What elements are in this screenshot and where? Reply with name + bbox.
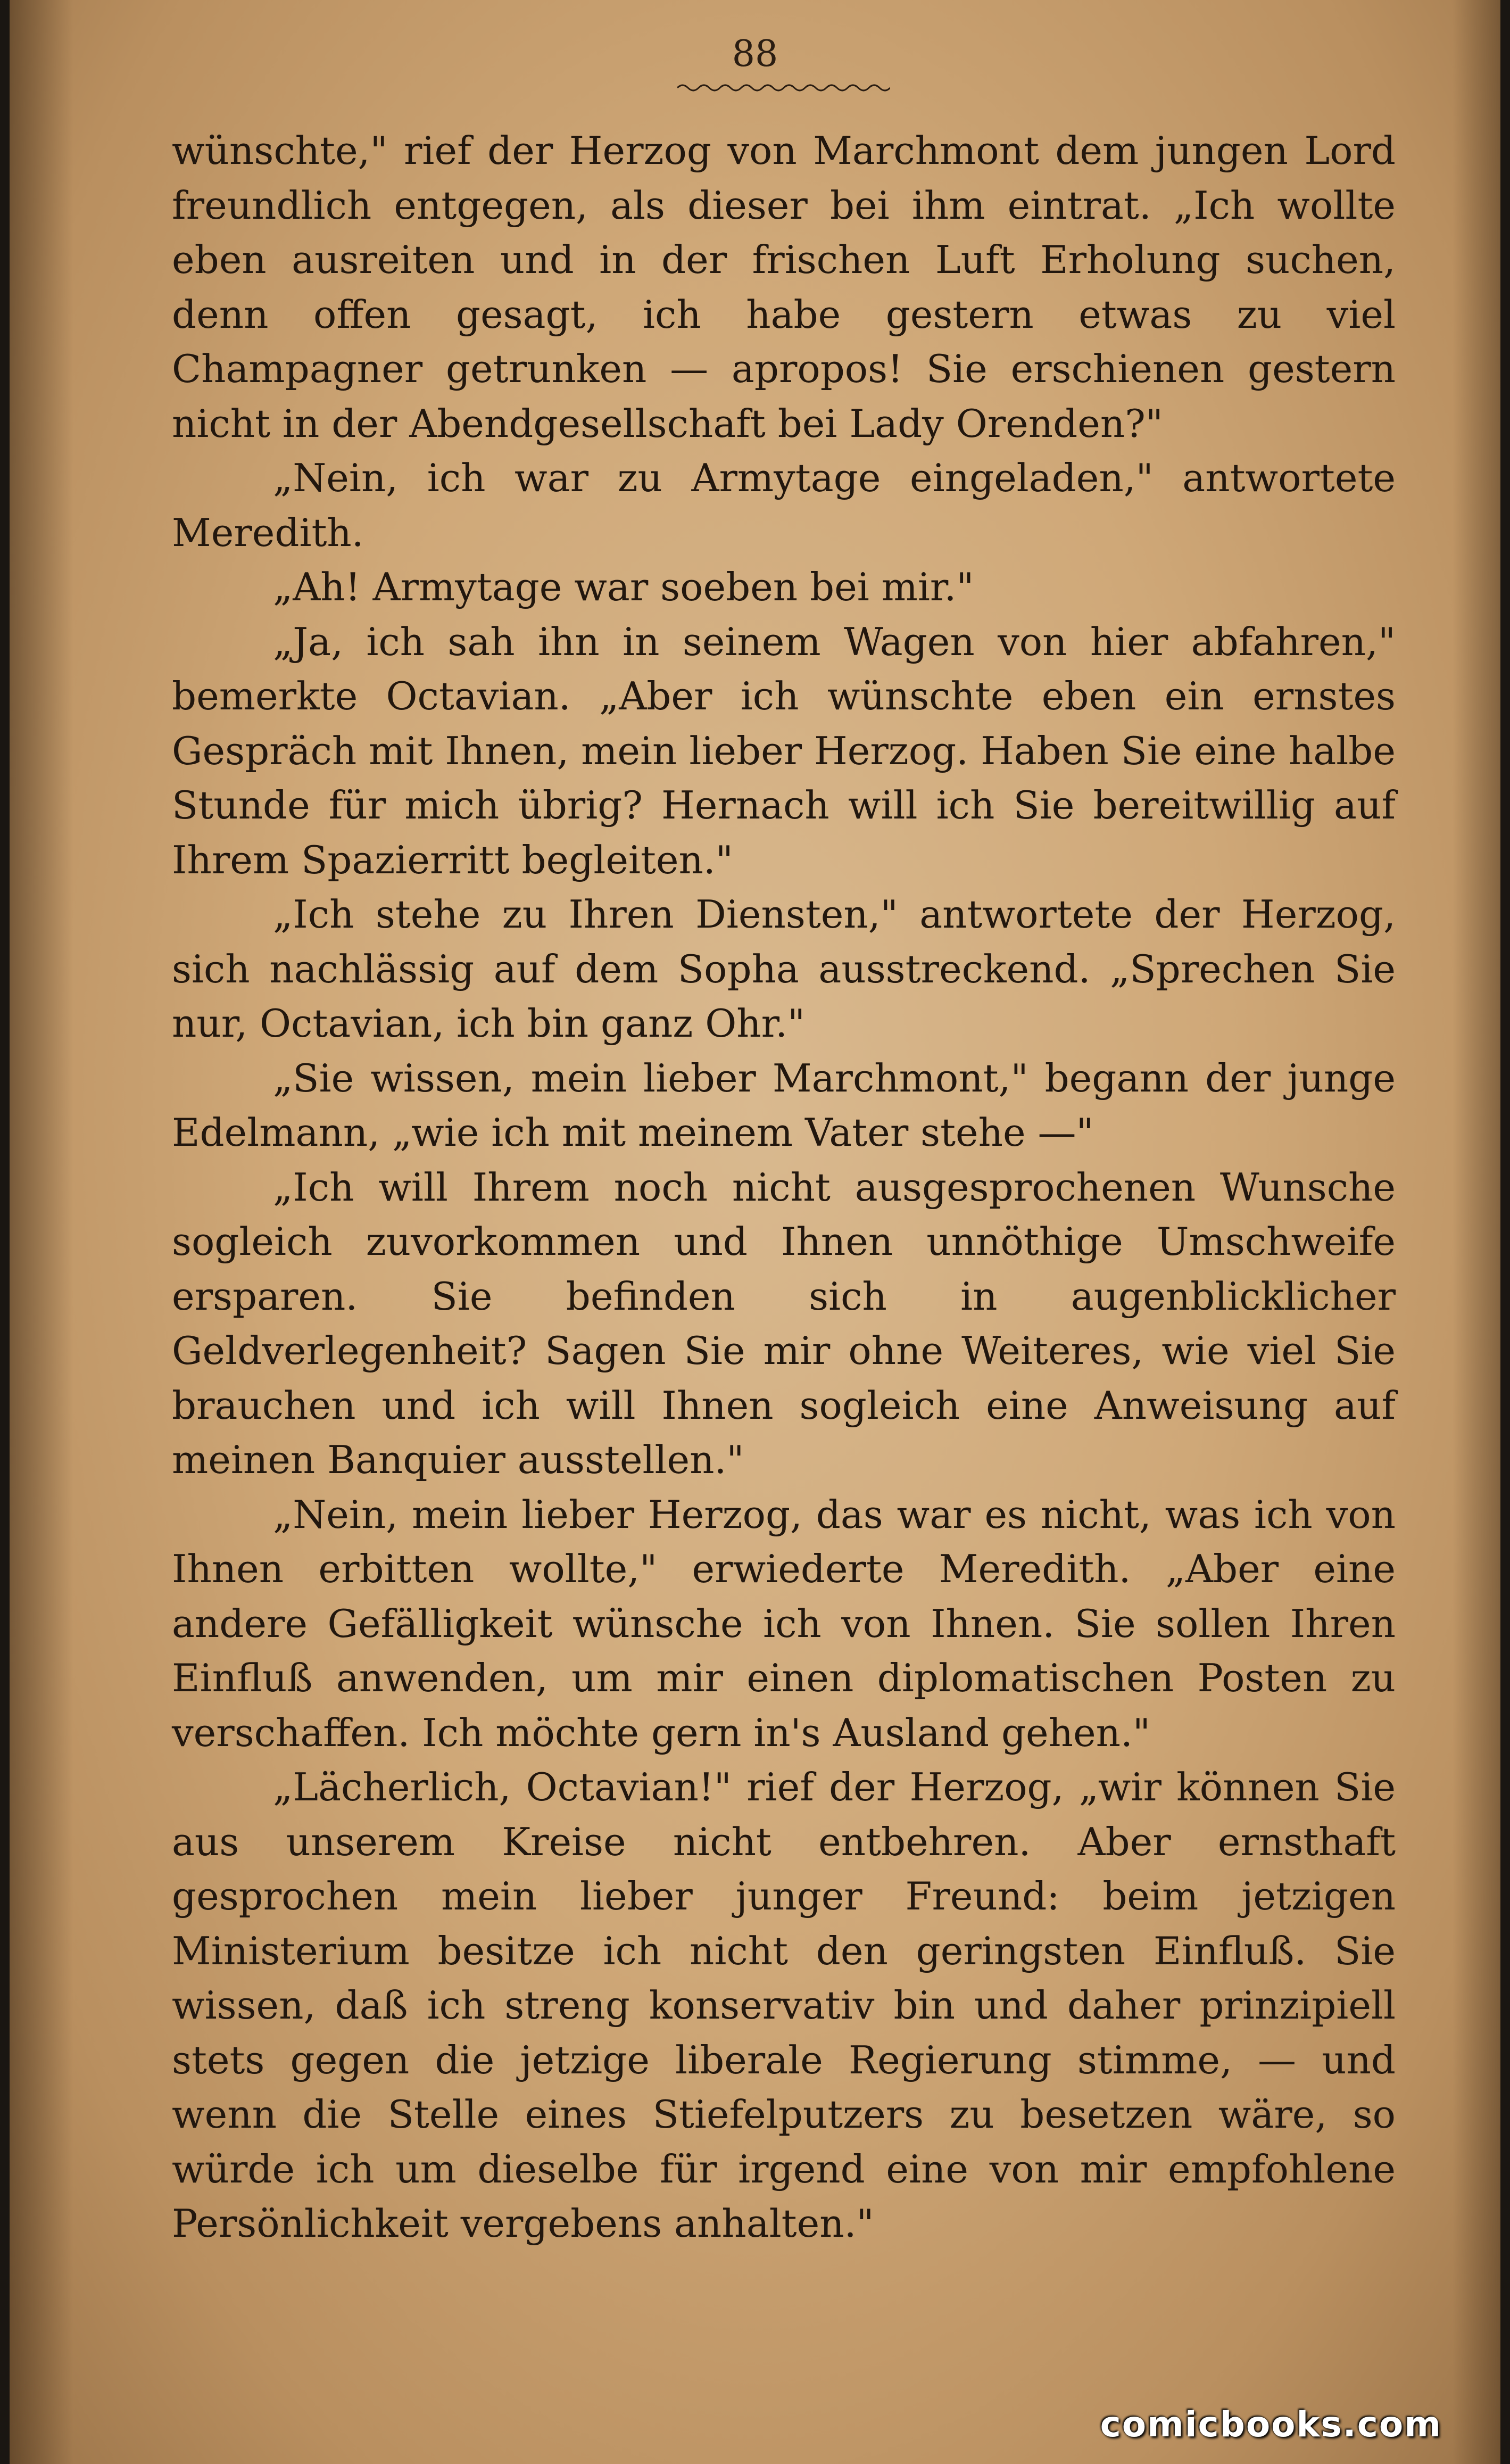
paragraph: wünschte," rief der Herzog von Marchmont dem jungen Lord freundlich entgegen, als dieser bei ihm eintrat. „Ich wollte eben ausreiten und in der frischen Luft Erholung suchen, denn offen gesagt, ich habe gestern etwas zu viel Champagner getrunken — apropos! Sie erschienen gestern nicht in der Abendgesellschaft bei Lady Orenden?" — [172, 128, 1396, 446]
watermark: comicbooks.com — [1100, 2404, 1442, 2445]
paragraph: „Ich will Ihrem noch nicht ausgesprochenen Wunsche sogleich zuvorkommen und Ihnen unnöthige Umschweife ersparen. Sie befinden sich in augenblicklicher Geldverlegenheit? Sagen Sie mir ohne Weiteres, wie viel Sie brauchen und ich will Ihnen sogleich eine Anweisung auf meinen Banquier ausstellen." — [172, 1164, 1396, 1482]
paragraph: „Nein, ich war zu Armytage eingeladen," antwortete Meredith. — [172, 456, 1396, 555]
page-number: 88 — [732, 33, 778, 75]
paragraph: „Sie wissen, mein lieber Marchmont," begann der junge Edelmann, „wie ich mit meinem Vater stehe —" — [172, 1055, 1396, 1155]
paragraph: „Ja, ich sah ihn in seinem Wagen von hier abfahren," bemerkte Octavian. „Aber ich wünschte eben ein ernstes Gespräch mit Ihnen, mein lieber Herzog. Haben Sie eine halbe Stunde für mich übrig? Hernach will ich Sie bereitwillig auf Ihrem Spazierritt begleiten." — [172, 619, 1396, 882]
book-page — [10, 0, 1500, 2464]
body-text — [172, 123, 1396, 2251]
paragraph: „Ich stehe zu Ihren Diensten," antwortete der Herzog, sich nachlässig auf dem Sopha ausstreckend. „Sprechen Sie nur, Octavian, ich bin ganz Ohr." — [172, 892, 1396, 1046]
paragraph: „Lächerlich, Octavian!" rief der Herzog, „wir können Sie aus unserem Kreise nicht entbehren. Aber ernsthaft gesprochen mein lieber junger Freund: beim jetzigen Ministerium besitze ich nicht den geringsten Einfluß. Sie wissen, daß ich streng konservativ bin und daher prinzipiell stets gegen die jetzige liberale Regierung stimme, — und wenn die Stelle eines Stiefelputzers zu besetzen wäre, so würde ich um dieselbe für irgend eine von mir empfohlene Persönlichkeit vergebens anhalten." — [172, 1765, 1396, 2246]
decorative-rule — [677, 80, 890, 96]
paragraph: „Nein, mein lieber Herzog, das war es nicht, was ich von Ihnen erbitten wollte," erwiederte Meredith. „Aber eine andere Gefälligkeit wünsche ich von Ihnen. Sie sollen Ihren Einfluß anwenden, um mir einen diplomatischen Posten zu verschaffen. Ich möchte gern in's Ausland gehen." — [172, 1492, 1396, 1755]
paragraph: „Ah! Armytage war soeben bei mir." — [273, 565, 974, 609]
